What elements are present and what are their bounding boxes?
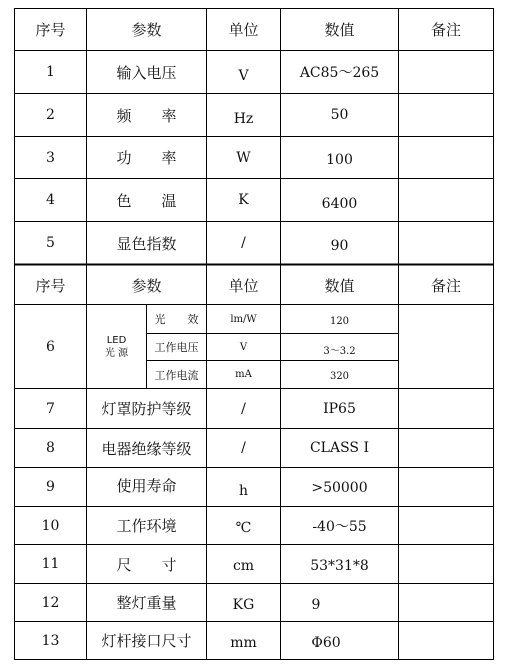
cell-no: 11 [41,556,60,572]
header-value: 数值 [324,21,355,39]
cell-value: IP65 [323,400,356,417]
cell-unit: K [238,192,249,208]
cell-no: 13 [41,632,60,649]
cell-no: 1 [46,64,55,80]
header-unit: 单位 [228,276,259,295]
cell-unit: Hz [233,111,254,127]
cell-param: 整灯重量 [116,594,177,612]
sub-unit: V [239,341,248,353]
cell-value: 53*31*8 [310,558,369,574]
header-remark: 备注 [430,276,461,295]
header-param: 参数 [131,21,162,39]
cell-unit: / [241,235,246,251]
cell-param: 输入电压 [116,63,177,82]
cell-value: >50000 [311,480,368,496]
cell-value: 90 [330,238,349,254]
led-label-line1: LED [106,334,127,346]
cell-param: 色 温 [116,191,177,210]
header-remark: 备注 [430,21,461,39]
led-label-line2: 光 源 [104,347,129,359]
cell-no: 3 [46,149,55,166]
cell-value: Φ60 [311,634,341,651]
cell-param: 频 率 [116,106,177,125]
cell-unit: KG [232,596,255,613]
sub-unit: mA [235,369,252,380]
cell-unit: / [241,400,246,417]
header-no: 序号 [35,21,66,39]
sub-param: 工作电压 [154,341,199,354]
cell-unit: mm [230,634,257,651]
sub-param: 光 效 [154,313,199,326]
sub-value: 320 [329,371,350,382]
cell-param: 显色指数 [116,234,177,253]
cell-param: 功 率 [116,149,177,167]
header-unit: 单位 [228,21,259,39]
cell-no: 8 [46,440,55,456]
cell-param: 尺 寸 [116,555,177,574]
cell-unit: V [238,68,249,84]
cell-value: CLASS Ⅰ [309,440,370,456]
cell-value: -40～55 [312,518,367,535]
sub-unit: lm/W [230,313,257,325]
cell-no: 9 [46,479,55,495]
cell-no: 5 [46,235,55,251]
cell-value: 50 [330,107,349,123]
cell-unit: cm [232,558,255,574]
cell-no: 6 [46,338,55,355]
cell-no: 4 [46,192,55,208]
sub-value: 120 [329,315,350,327]
cell-unit: h [238,483,249,499]
sub-value: 3～3.2 [323,345,356,357]
cell-value: 100 [326,151,353,168]
cell-param: 灯罩防护等级 [101,400,192,418]
cell-no: 2 [46,107,55,123]
cell-param: 工作环境 [116,517,177,535]
header-no: 序号 [35,276,66,295]
cell-value: 6400 [321,196,358,212]
cell-value: AC85～265 [299,65,380,81]
cell-unit: ℃ [235,519,252,536]
header-value: 数值 [324,276,355,295]
cell-no: 12 [41,594,60,611]
header-param: 参数 [131,276,162,295]
led-label [87,305,146,388]
cell-param: 使用寿命 [116,476,177,495]
cell-param: 电器绝缘等级 [101,439,192,458]
cell-param: 灯杆接口尺寸 [101,632,192,650]
cell-value: 9 [311,596,321,613]
cell-unit: W [236,149,251,166]
cell-unit: / [241,440,246,456]
cell-no: 10 [41,517,60,534]
cell-no: 7 [46,400,55,417]
sub-param: 工作电流 [154,368,199,382]
